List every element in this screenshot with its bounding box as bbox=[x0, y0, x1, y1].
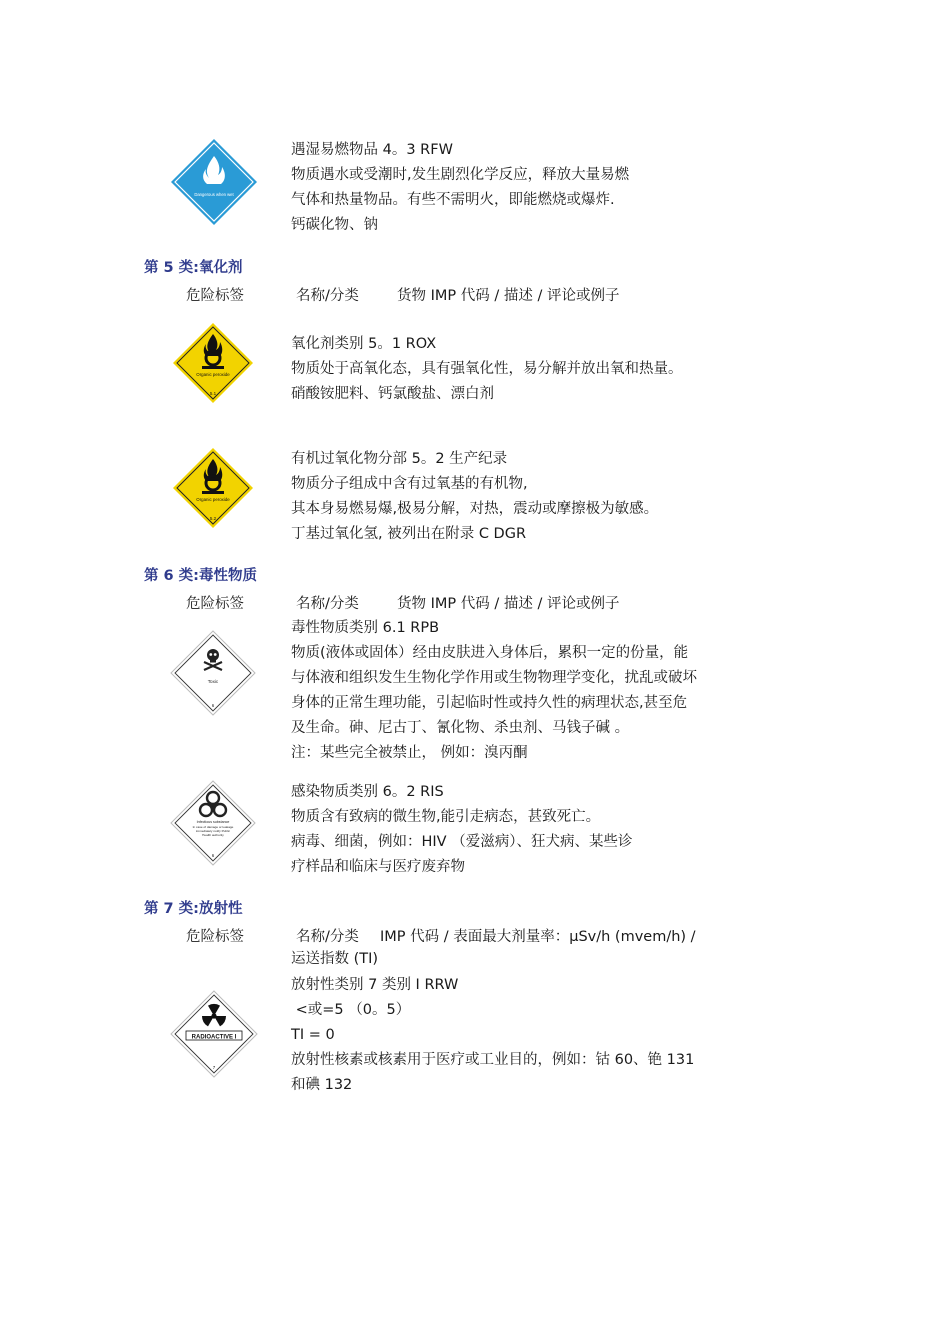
toxic-line-3: 与体液和组织发生生物化学作用或生物物理学变化，扰乱或破坏 bbox=[291, 670, 697, 686]
oxidizer-line-2: 物质处于高氧化态，具有强氧化性，易分解并放出氧和热量。 bbox=[291, 361, 683, 377]
organic-peroxide-label bbox=[172, 447, 254, 529]
peroxide-line-3: 其本身易燃易爆,极易分解，对热，震动或摩擦极为敏感。 bbox=[291, 501, 659, 517]
label-caption: Organic peroxide bbox=[196, 497, 230, 502]
col-label: 危险标签 bbox=[186, 596, 244, 612]
peroxide-line-1: 有机过氧化物分部 5。2 生产纪录 bbox=[291, 451, 508, 467]
col-name: 名称/分类 bbox=[296, 596, 359, 612]
label-number: 6 bbox=[211, 703, 215, 708]
radioactive-line-2: <或=5 （0。5） bbox=[291, 1002, 411, 1018]
oxidizer-line-1: 氧化剂类别 5。1 ROX bbox=[291, 336, 437, 352]
label-number: 5.2 bbox=[209, 516, 217, 521]
peroxide-line-4: 丁基过氧化氢, 被列出在附录 C DGR bbox=[291, 526, 527, 542]
class4-3-line-2: 物质遇水或受潮时,发生剧烈化学反应，释放大量易燃 bbox=[291, 167, 630, 183]
oxidizer-label bbox=[172, 322, 254, 404]
radioactive-line-3: TI = 0 bbox=[291, 1027, 335, 1043]
col-label: 危险标签 bbox=[186, 288, 244, 304]
label-number: 7 bbox=[212, 1065, 216, 1070]
toxic-label bbox=[170, 630, 256, 716]
radioactive-label bbox=[170, 990, 258, 1078]
label-number: 6 bbox=[211, 853, 215, 858]
label-number: 5.1 bbox=[209, 391, 217, 396]
toxic-line-5: 及生命。砷、尼古丁、氰化物、杀虫剂、马钱子碱 。 bbox=[291, 720, 630, 736]
toxic-line-6: 注：某些完全被禁止， 例如：溴丙酮 bbox=[291, 745, 528, 761]
col-name: 名称/分类 bbox=[296, 929, 359, 945]
toxic-line-2: 物质(液体或固体）经由皮肤进入身体后，累积一定的份量，能 bbox=[291, 645, 689, 661]
label-caption: RADIOACTIVE I bbox=[191, 1034, 237, 1041]
label-caption: Organic peroxide bbox=[196, 372, 230, 377]
class5-heading: 第 5 类:氧化剂 bbox=[144, 260, 243, 276]
label-caption: Toxic bbox=[207, 679, 219, 684]
col-rest: 货物 IMP 代码 / 描述 / 评论或例子 bbox=[397, 288, 620, 304]
dangerous-when-wet-label bbox=[170, 138, 258, 226]
toxic-line-4: 身体的正常生理功能，引起临时性或持久性的病理状态,甚至危 bbox=[291, 695, 688, 711]
infectious-substance-label bbox=[170, 780, 256, 866]
col-name: 名称/分类 bbox=[296, 288, 359, 304]
label-caption-3: immediately notify Public bbox=[195, 829, 231, 833]
class4-3-line-4: 钙碳化物、钠 bbox=[291, 217, 378, 233]
col-label: 危险标签 bbox=[186, 929, 244, 945]
class7-column-header-2: 运送指数 (TI) bbox=[291, 951, 379, 967]
oxidizer-line-3: 硝酸铵肥料、钙氯酸盐、漂白剂 bbox=[291, 386, 494, 402]
class4-3-line-3: 气体和热量物品。有些不需明火，即能燃烧或爆炸. bbox=[291, 192, 615, 208]
radioactive-line-1: 放射性类别 7 类别 I RRW bbox=[291, 977, 459, 993]
col-rest: 货物 IMP 代码 / 描述 / 评论或例子 bbox=[397, 596, 620, 612]
infectious-line-4: 疗样品和临床与医疗废弃物 bbox=[291, 859, 465, 875]
label-caption-4: Health authority bbox=[202, 833, 224, 837]
peroxide-line-2: 物质分子组成中含有过氧基的有机物, bbox=[291, 476, 528, 492]
label-caption-1: Infectious substance bbox=[196, 820, 230, 824]
infectious-line-1: 感染物质类别 6。2 RIS bbox=[291, 784, 444, 800]
infectious-line-2: 物质含有致病的微生物,能引走病态，甚致死亡。 bbox=[291, 809, 601, 825]
radioactive-line-4: 放射性核素或核素用于医疗或工业目的，例如：钴 60、铯 131 bbox=[291, 1052, 695, 1068]
class6-heading: 第 6 类:毒性物质 bbox=[144, 568, 257, 584]
label-caption-2: In case of damage or leakage bbox=[192, 825, 234, 829]
radioactive-line-5: 和碘 132 bbox=[291, 1077, 353, 1093]
label-caption: Dangerous when wet bbox=[194, 192, 234, 197]
toxic-line-1: 毒性物质类别 6.1 RPB bbox=[291, 620, 440, 636]
class4-3-line-1: 遇湿易燃物品 4。3 RFW bbox=[291, 142, 453, 158]
infectious-line-3: 病毒、细菌，例如：HIV （爱滋病）、狂犬病、某些诊 bbox=[291, 834, 633, 850]
col-rest: IMP 代码 / 表面最大剂量率：μSv/h (mvem/h) / bbox=[380, 929, 696, 945]
class7-heading: 第 7 类:放射性 bbox=[144, 901, 243, 917]
